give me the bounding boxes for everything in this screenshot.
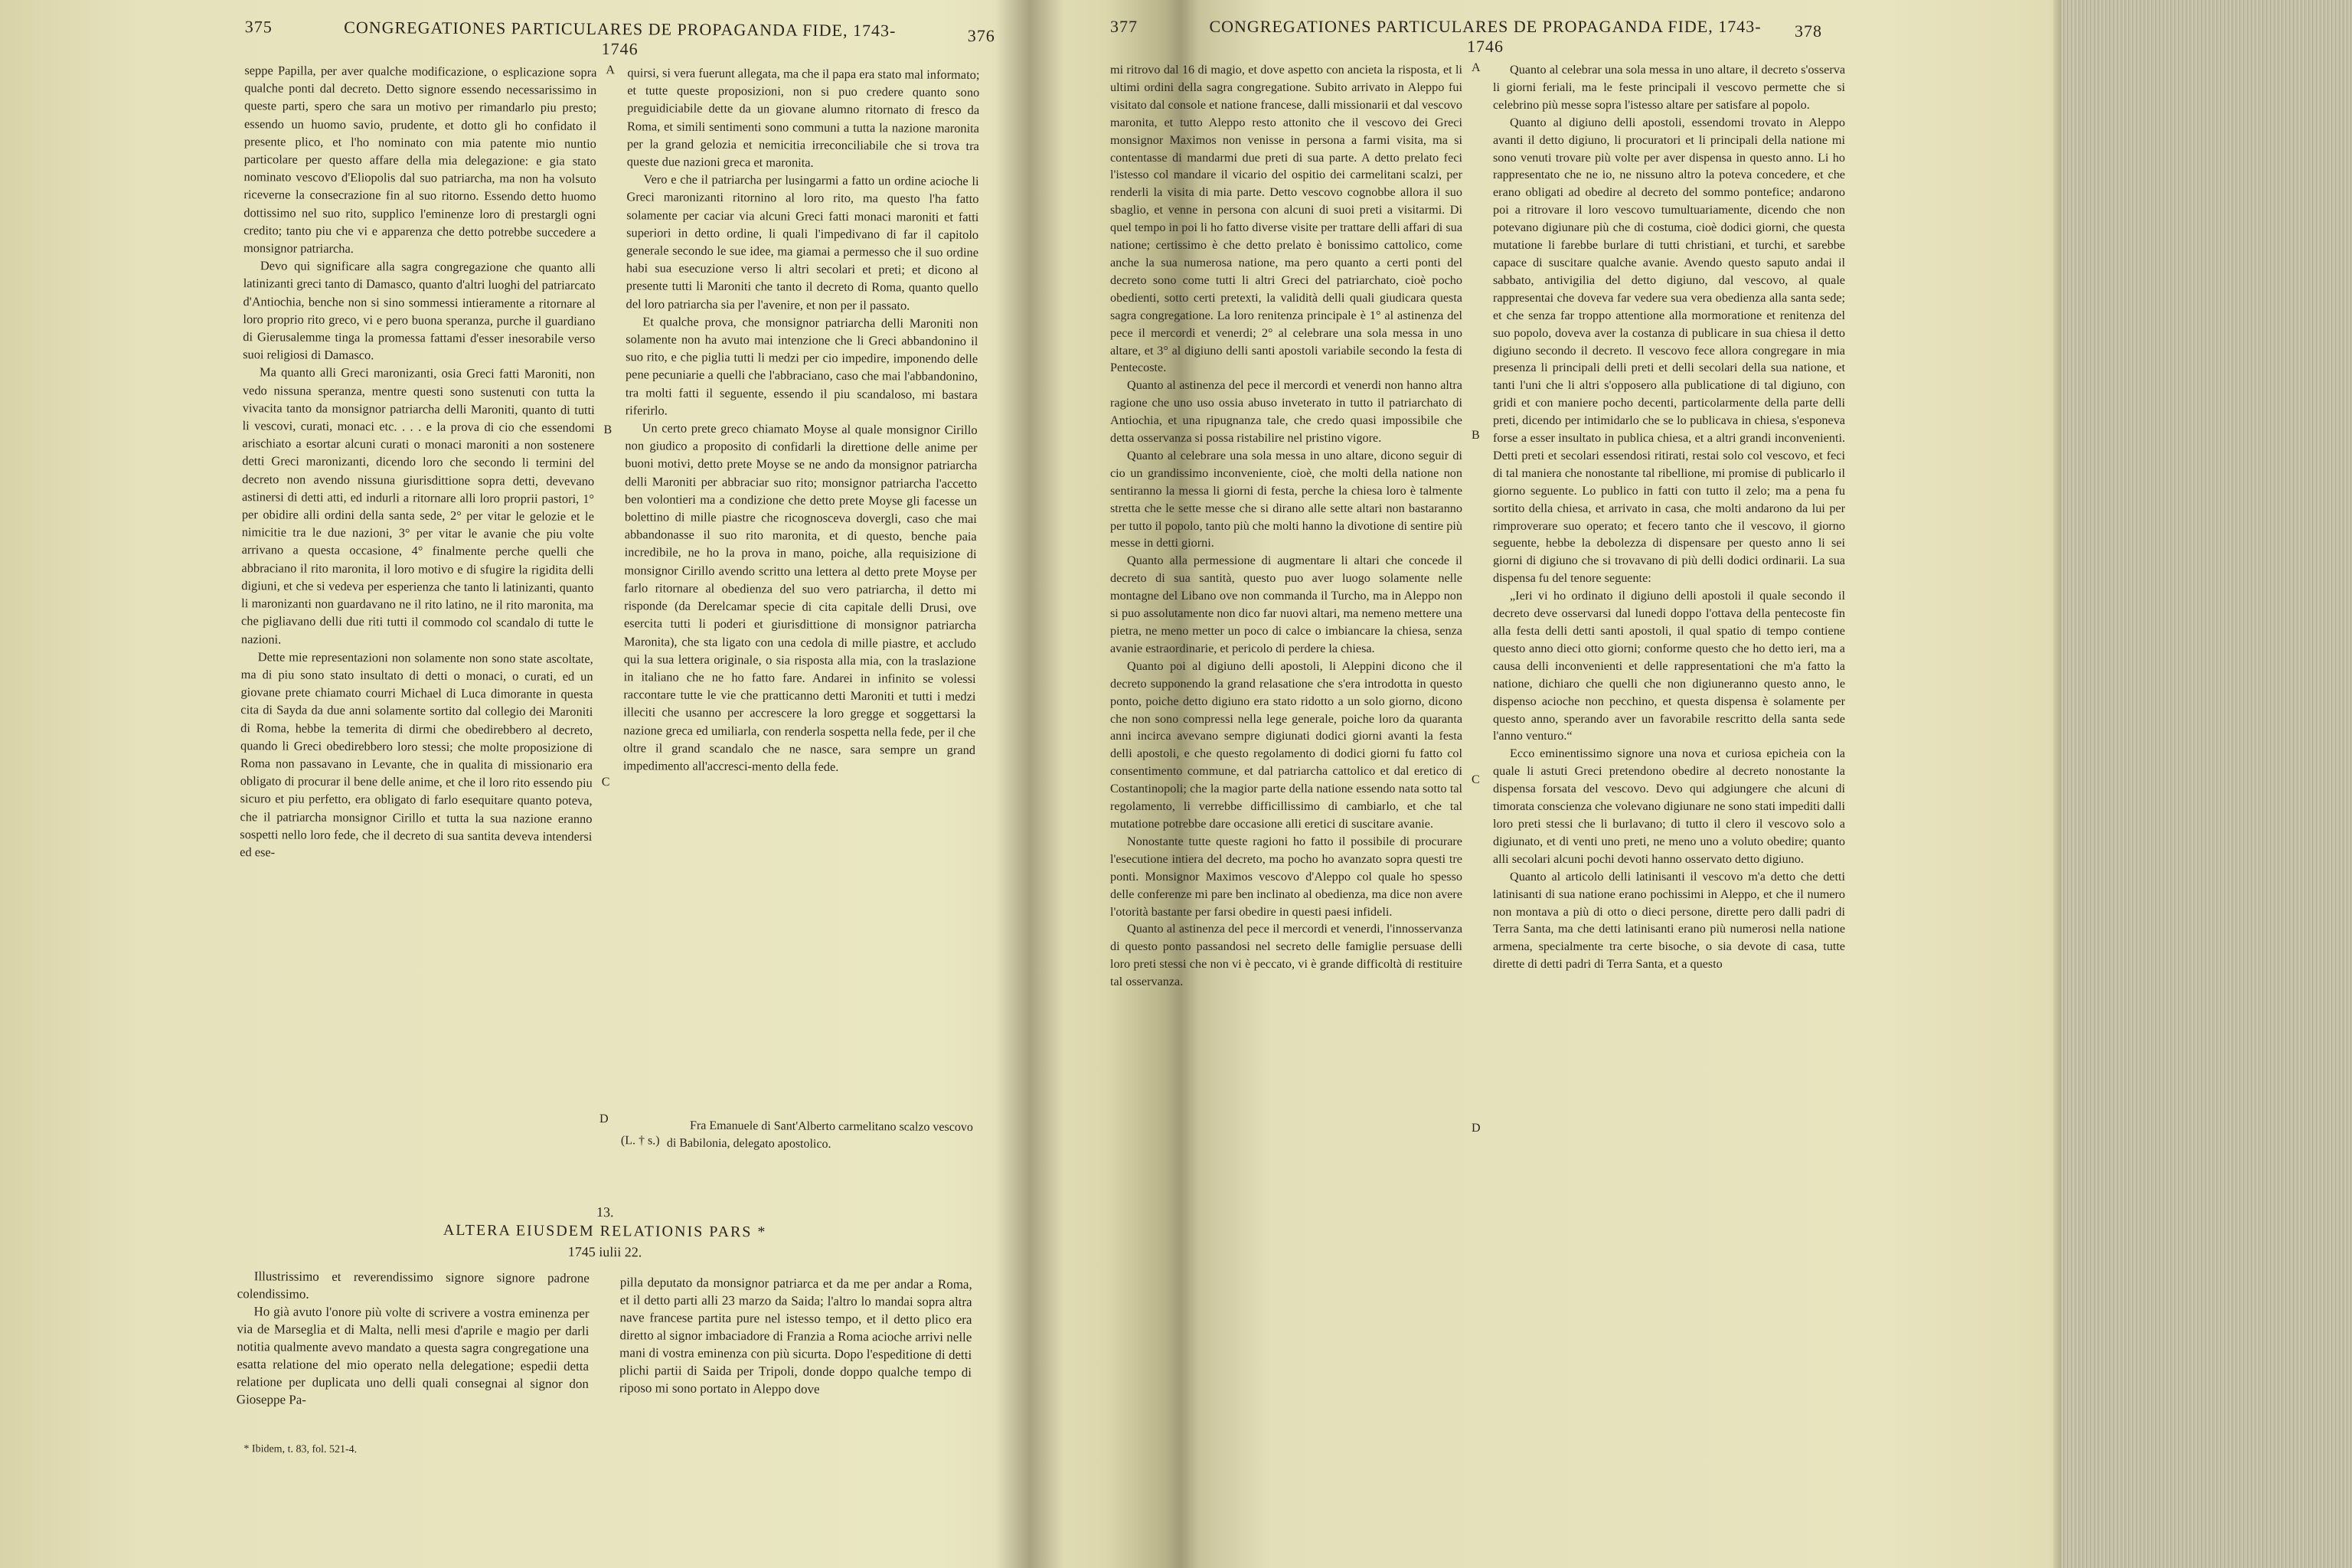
margin-mark: C bbox=[601, 776, 610, 789]
text-columns bbox=[236, 61, 980, 1456]
margin-mark: D bbox=[1472, 1122, 1481, 1135]
paragraph: Quanto al astinenza del pece il mercordi et venerdi non hanno altra ragione che uno uso ossia abuso inveterato in tutto il patriarchato di Antiochia, et una ripugnanza tale, che credo quasi impossibile che detta osservanza si possa ristabilire nel pristino vigore. bbox=[1110, 378, 1462, 446]
paragraph: Dette mie representazioni non solamente non sono state ascoltate, ma di piu sono stato insultato di detti o monaci, o curati, ed un giovane prete chiamato courri Michael di Luca dimorante in questa cita di Sayda da due anni solamente sortito dal collegio dei Maroniti di Roma, hebbe la temerita di dirmi che obedirebbero al decreto, quando li Greci obedirebbero loro stessi; che molte proposizione di Roma non passavano in Levante, che in qualita di missionario era obligato di procurar il bene delle anime, et che il loro rito essendo piu sicuro et piu perfetto, era obligato di farlo esequitare quanto poteva, che il patriarcha monsignor Cirillo et tutta la sua nazione eranno sospetti nello loro fede, che il decreto di sua santita deveva intendersi ed ese- bbox=[240, 649, 593, 860]
book-gutter bbox=[995, 0, 1064, 1568]
column-left bbox=[1110, 61, 1462, 991]
running-head bbox=[1087, 0, 1853, 56]
column-right bbox=[1493, 61, 1845, 973]
margin-mark: B bbox=[603, 423, 612, 437]
margin-mark: A bbox=[1472, 61, 1481, 74]
section-number: 13. bbox=[596, 1204, 614, 1220]
paragraph: Ma quanto alli Greci maronizanti, osia Greci fatti Maroniti, non vedo nissuna speranza, mentre questi sono sustenuti con tutta la vivacita tanto da monsignor patriarcha delli Maroniti, quanto di tutti li vescovi, curati, monaci etc. . . . e la prova di cio che essendomi arischiato a esortar alcuni curati o monaci maroniti a non sostenere detti Greci maronizanti, dicendo loro che secondo li termini del decreto non avendo nissuna giurisdittione sopra detti, devevano astinersi di detti atti, ed indurli a ritornare alli loro proprii pastori, 1° per obidire alli ordini della santa sede, 2° per vitar le gelozie et le nimicitie tra le due nazioni, 3° per vitar le avanie che piu volte arrivano a questa occasione, 4° finalmente perche quelli che abbraciano il rito maronita, il loro motivo e di sfugire la rigidita delli digiuni, et che si vedeva per esperienza che tanto li latinizanti, quanto li maronizanti non guardavano ne il rito latino, ne il rito maronita, ma che pigliavano delli due riti tutti il commodo col scandalo di tutte le nazioni. bbox=[240, 364, 596, 646]
paragraph: Nonostante tutte queste ragioni ho fatto il possibile di procurare l'esecutione intiera del decreto, ma pocho ho avanzato sopra questi tre ponti. Monsignor Maximos vescovo d'Aleppo col quale ho spesso delle conferenze mi pare ben inclinato al obedienza, ma dice non avere l'otorità bastante per farsi obedire in questi paesi infideli. bbox=[1110, 834, 1462, 919]
left-page bbox=[222, 0, 995, 1456]
footnote: * Ibidem, t. 83, fol. 521-4. bbox=[243, 1443, 358, 1456]
section-title: ALTERA EIUSDEM RELATIONIS PARS * bbox=[443, 1221, 767, 1241]
paragraph: Quanto al articolo delli latinisanti il vescovo m'a detto che detti latinisanti di sua natione erano pochissimi in Aleppo, et che il numero non montava a più di otto o dieci persone, dirette pero dalli padri di Terra Santa, ma che detti latinisanti erano più numerosi nella natione armena, specialmente tra certe bisoche, o sia devote di casa, tutte dirette di detti padri di Terra Santa, et a questo bbox=[1493, 869, 1845, 972]
paragraph: „Ieri vi ho ordinato il digiuno delli apostoli il quale secondo il decreto deve osservarsi dal lunedi doppo l'ottava della pentecoste fin alla festa delli detti santi apostoli, il qual spatio di tempo contiene questo anno dieci otto giorni; conforme questo che ho detto ieri, ma a causa delli inconvenienti et delle rappresentationi che m'a fatto la natione, dichiaro che quelli che non digiuneranno questo anno, le dispenso acioche non pecchino, et questa dispensa è solamente per questo anno, sperando aver un favorabile rescritto della santa sede l'anno venturo.“ bbox=[1493, 589, 1845, 743]
column-left bbox=[240, 61, 596, 863]
column-right bbox=[623, 64, 980, 776]
paragraph: seppe Papilla, per aver qualche modificazione, o esplicazione sopra qualche ponti dal decreto. Detto signore essendo necessarissimo in queste parti, spero che sara un motivo per rimandarlo piu presto; essendo un huomo savio, prudente, et dotto gli ho confidato il presente plico, et l'ho nominato con mia patente mio nuntio particolare per questo affare della mia delegazione: e gia stato nominato vescovo d'Eliopolis dal suo patriarcha, ma non ha volsuto riceverne la consecrazione fin al suo ritorno. Essendo detto huomo dottissimo nel suo rito, supplico l'eminenze loro di prestargli ogni credito; tanto piu che vi e apparenza che detto potrebbe succedere a monsignor patriarcha. bbox=[243, 63, 597, 256]
section-date: 1745 iulii 22. bbox=[567, 1243, 642, 1260]
page-number: 378 bbox=[1795, 21, 1822, 41]
running-head bbox=[222, 0, 995, 59]
paragraph: quirsi, si vera fuerunt allegata, ma che il papa era stato mal informato; et tutte queste proposizioni, non si puo credere quanto sono preguidiciabile dette da un giovane alumno ritornato di fresco da Roma, et simili sentimenti sono communi a tutta la nazione maronita per la grand gelozia et nemicitia irreconciliabile che si trova tra queste due nazioni greca et maronita. bbox=[626, 65, 980, 170]
margin-mark: B bbox=[1472, 429, 1480, 442]
paragraph: Un certo prete greco chiamato Moyse al quale monsignor Cirillo non giudico a proposito di confidarli la direttione delle anime per buoni motivi, detto prete Moyse se ne ando da monsignor patriarcha delli Maroniti per abbraciar suo rito; monsignor patriarcha l'accetto ben volontieri ma a condizione che detto prete Moyse gli facesse un bolettino di mille piastre che ricognosceva dovergli, caso che mai abbandonasse il suo rito maronita, et di questo, benche paia incredibile, ne ho la prova in mano, poiche, alla requisizione di monsignor Cirillo avendo scritto una lettera al detto prete Moyse per farlo ritornare al obedienza del suo vero patriarcha, il detto mi risponde (da Derelcamar specie di cita capitale delli Drusi, ove esercita tutti li poderi et giurisdittione di monsignor patriarcha Maronita), che sta ligato con una cedola di mille piastre, et accludo qui la sua lettera originale, o sia risposta alla mia, con la traslazione in italiano che ne ho fatto fare. Andarei in infinito se volessi raccontare tutte le vie che pratticanno detti Maroniti et tutti i medzi illeciti che usanno per accrescere la loro gregge et soggettarsi la nazione greca ed umiliarla, con renderla sospetta nella fede, per il che oltre il grand scandalo che ne nasce, sara sempre un grand impedimento all'accresci-mento della fede. bbox=[622, 420, 978, 774]
paragraph: Et qualche prova, che monsignor patriarcha delli Maroniti non solamente non ha avuto mai intenzione che li Greci abbandonino il suo rito, e che piglia tutti li medzi per cio impedire, imponendo delle pene pecuniarie a quelli che l'abbraciano, caso che mai l'abbandonino, tra molti fatti il seguente, essendo il piu scandaloso, mi bastara riferirlo. bbox=[625, 314, 978, 418]
seal-mark: (L. † s.) bbox=[620, 1134, 660, 1148]
running-title: CONGREGATIONES PARTICULARES DE PROPAGANDA FIDE, 1743-1746 bbox=[1209, 17, 1762, 56]
margin-mark: D bbox=[599, 1112, 609, 1126]
paragraph: mi ritrovo dal 16 di magio, et dove aspetto con ancieta la risposta, et li ultimi ordini della sagra congregatione. Subito arrivato in Aleppo fui visitato dal console et natione francese, dalli missionarii et dal vescovo maronita, et tutto Aleppo resto attonito che il vescovo dei Greci monsignor Maximos non venisse in persona a farmi visita, ma si contentasse di mandarmi due preti di sua parte. A detto prelato feci l'istesso col mandare il vicario del ospitio dei carmelitani scalzi, per renderli la visita di mia parte. Detto vescovo cognobbe allora il suo sbaglio, et venne in persona con alcuni di suoi preti a visitarmi. Di quel tempo in poi li ho fatto diverse visite per trattare delli affari di sua natione; certissimo è che detto prelato è bonissimo cattolico, come anche la sua numerosa natione, ma pero quanto a certi ponti del decreto sono come tutti li altri Greci del patriarchato, cioè pocho obedienti, sotto certi pretexti, la validità delli quali giudicara questa sagra congregatione. La loro renitenza principale è 1° al astinenza del pece il mercordi et venerdi; 2° al celebrare una sola messa in uno altare, et 3° al digiuno delli santi apostoli variabile secondo la festa di Pentecoste. bbox=[1110, 63, 1462, 375]
margin-mark: C bbox=[1472, 773, 1480, 786]
salutation: Illustrissimo et reverendissimo signore signore padrone colendissimo. bbox=[237, 1269, 590, 1302]
paragraph: pilla deputato da monsignor patriarca et da me per andar a Roma, et il detto parti alli 23 marzo da Saida; l'altro lo mandai sopra altra nave francese partita pure nel istesso tempo, et il detto plico era diretto al signor imbaciadore di Franzia a Roma acioche arrivi nelle mani di vostra eminenza con più sicurta. Dopo l'espeditione di detti plichi partii di Saida per Tripoli, donde doppo qualche tempo di riposo mi sono portato in Aleppo dove bbox=[619, 1275, 972, 1396]
paragraph: Quanto al celebrar una sola messa in uno altare, il decreto s'osserva li giorni feriali, ma le feste principali il vescovo permette che si celebrino più messe sopra l'istesso altare per satisfare al popolo. bbox=[1493, 63, 1845, 112]
margin-mark: A bbox=[606, 64, 616, 77]
page-edges bbox=[2061, 0, 2352, 1568]
paragraph: Ecco eminentissimo signore una nova et curiosa epicheia con la quale li astuti Greci pretendono obedire al decreto nonostante la dispensa forsata del vescovo. Devo qui adgiungere che alcuni di timorata conscienza che volevano digiunare ne sono stati impediti dalli loro preti stessi che li burlavano; di tutto il clero il vescovo solo a digiunato, et di venti uno preti, ne meno uno a voluto obedire; quanto alli secolari alcuni pochi devoti hanno osservato detto digiuno. bbox=[1493, 746, 1845, 866]
paragraph: Quanto alla permessione di augmentare li altari che concede il decreto di sua santità, questo puo aver luogo solamente nelle montagne del Libano ove non commanda il Turcho, ma in Aleppo non si puo assolutamente non dico far nuovi altari, ma nemeno mettere una pietra, ne meno metter un poco di calce o imbiancare la chiesa, senza avanie estraordinarie, et pericolo di perdere la chiesa. bbox=[1110, 554, 1462, 655]
paragraph: Quanto al digiuno delli apostoli, essendomi trovato in Aleppo avanti il detto digiuno, li procuratori et li principali della natione mi sono venuti trovare più volte per aver dispensa in questo anno. Li ho rappresentato che ne io, ne nissuno altro la poteva concedere, et che erano obligati ad obedire al decreto del sommo pontefice; andarono poi a ritrovare il loro vescovo tumultuariamente, dicendo che non potevano digiunare più che di costuma, cioè dodici giorni, che questa mutatione li farebbe burlare di tutti christiani, et turchi, et sarebbe capace di suscitare qualche avanie. Avendo questo saputo andai il sabbato, antivigilia del detto digiuno, dal vescovo, al quale rappresentai che doveva far vedere sua vera obedienza alla santa sede; et che senza far troppo attentione alla mormoratione et renitenza del suo popolo, doveva aver la costanza di publicare in sua chiesa il detto digiuno secondo il decreto. Il vescovo fece allora congregare in mia presenza li principali delli preti et delli secolari della sua natione, et tanti l'uni che li altri s'opposero alla publicatione di tal digiuno, con gridi et con maniere pocho decenti, particolarmente della parte delli preti, dicendo per intimidarlo che se lo publicava in chiesa, s'esponeva forse a esser insultato in publica chiesa, et a altri grandi inconvenienti. Detti preti et secolari essendosi ritirati, restai solo col vescovo, et feci di tal maniera che nonostante tal ribellione, mi promise di publicarlo il giorno seguente. Lo publico in fatti con tutto il zelo; ma a pena fu sortito della chiesa, et arrivato in casa, che molti andarono da lui per rimproverare suo operato; et fecero tanto che il vescovo, il giorno seguente, hebbe la debolezza di dispensare per questo anno li sei giorni di digiuno che si trovavano di più delli dodici ordinarii. La sua dispensa fu del tenore seguente: bbox=[1493, 115, 1845, 586]
right-page bbox=[1087, 0, 1853, 1135]
column-left-bottom bbox=[237, 1267, 590, 1410]
signature: Fra Emanuele di Sant'Alberto carmelitano scalzo vescovo di Babilonia, delegato apostolico. bbox=[666, 1119, 973, 1151]
running-title: CONGREGATIONES PARTICULARES DE PROPAGANDA FIDE, 1743-1746 bbox=[344, 17, 897, 59]
column-right-bottom bbox=[619, 1273, 972, 1399]
paragraph: Devo qui significare alla sagra congregazione che quanto alli latinizanti greci tanto di Damasco, quanto d'altri luoghi del patriarcato d'Antiochia, benche non si sino sommessi intieramente a ritornare al loro proprio rito greco, vi e pero buona speranza, purche il guardiano di Gierusalemme tinga la promessa fattami d'esser inesorabile verso suoi religiosi di Damasco. bbox=[243, 258, 596, 363]
page-number: 376 bbox=[967, 25, 995, 46]
paragraph: Quanto al astinenza del pece il mercordi et venerdi, l'innosservanza di questo ponto passandosi nel secreto delle famiglie persuase delli loro preti stessi che non vi è peccato, vi è grande difficoltà di restituire tal osservanza. bbox=[1110, 922, 1462, 989]
page-number: 377 bbox=[1110, 17, 1138, 36]
page-number: 375 bbox=[244, 17, 273, 37]
paragraph: Vero e che il patriarcha per lusingarmi a fatto un ordine acioche li Greci maronizanti ritornino al loro rito, ma questo l'ha fatto solamente per caciar via alcuni Greci fatti monaci maroniti et fatti superiori in detto ordine, li quali l'impedivano di far il capitolo generale secondo le sue idee, ma giamai a permesso che il suo ordine habi sua esecuzione verso li altri secolari et preti; et dicono al presente tutti li Maroniti che tanto il decreto di Roma, quanto quello del loro patriarcha sia per l'avenire, et non per il passato. bbox=[626, 172, 979, 313]
paragraph: Ho già avuto l'onore più volte di scrivere a vostra eminenza per via de Marseglia et di Malta, nelli mesi d'aprile e magio per darli notitia qualmente avevo mandato a questa sagra congregatione una esatta relatione del mio operato nella delegatione; espedii detta relatione per duplicata uno delli quali consegnai al signor don Gioseppe Pa- bbox=[236, 1304, 590, 1407]
paragraph: Quanto poi al digiuno delli apostoli, li Aleppini dicono che il decreto supponendo la grand relasatione che s'era introdotta in questo ponto, poiche detto digiuno era stato ridotto a un solo giorno, dicono che non sono compressi nella lege generale, poiche loro da quaranta anni incirca avevano sempre digiunati dodici giorni avanti la festa delli apostoli, e che questo regolamento di dodici giorni fu fatto col consentimento commune, et dal patriarcha cattolico et dal eretico di Costantinopoli; che la magior parte della natione essendo nata sotto tal regolamento, li verrebbe difficillissimo di cambiarlo, et che tal mutatione potrebbe dare occasione alli eretici di suscitare avanie. bbox=[1110, 658, 1462, 831]
paragraph: Quanto al celebrare una sola messa in uno altare, dicono seguir di cio un grandissimo inconveniente, cioè, che molti della natione non sentiranno la messa li giorni di festa, perche la chiesa loro è talmente stretta che le sette messe che si dirano alle sette altari non bastaranno per tutto il popolo, tanto più che molti hanno la divotione di sentire più messe in detti giorni. bbox=[1110, 448, 1462, 550]
